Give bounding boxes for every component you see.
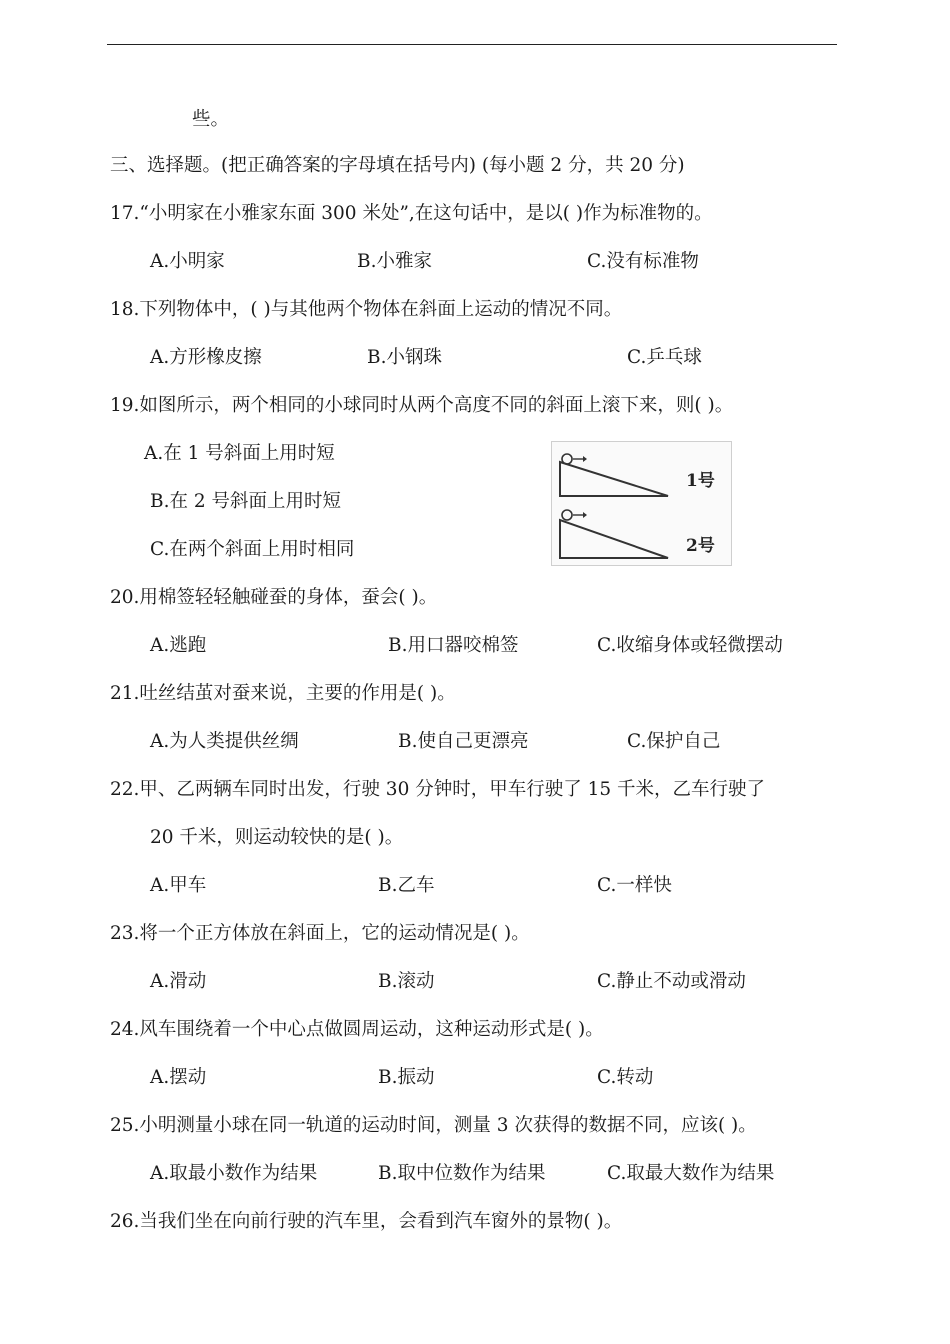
q17-option-b: B.小雅家 [357, 251, 432, 272]
q20-option-a: A.逃跑 [150, 635, 207, 656]
section-header: 三、选择题。(把正确答案的字母填在括号内) (每小题 2 分，共 20 分) [110, 155, 685, 176]
question-25: 25.小明测量小球在同一轨道的运动时间，测量 3 次获得的数据不同，应该( )。 [110, 1115, 757, 1136]
slope-1-label: 1号 [686, 471, 715, 491]
q20-option-b: B.用口器咬棉签 [388, 635, 519, 656]
ball-1 [562, 454, 572, 464]
q21-option-a: A.为人类提供丝绸 [150, 731, 299, 752]
slope-figure [551, 441, 732, 566]
slope-2 [560, 510, 668, 558]
q23-option-a: A.滑动 [150, 971, 207, 992]
question-18: 18.下列物体中，( )与其他两个物体在斜面上运动的情况不同。 [110, 299, 623, 320]
q17-option-a: A.小明家 [150, 251, 225, 272]
q23-option-c: C.静止不动或滑动 [597, 971, 746, 992]
q18-option-a: A.方形橡皮擦 [150, 347, 262, 368]
q25-option-c: C.取最大数作为结果 [607, 1163, 775, 1184]
q21-option-b: B.使自己更漂亮 [398, 731, 529, 752]
ball-2 [562, 510, 572, 520]
q19-option-c: C.在两个斜面上用时相同 [150, 539, 355, 560]
q25-option-b: B.取中位数作为结果 [378, 1163, 546, 1184]
q22-option-a: A.甲车 [150, 875, 207, 896]
question-22: 22.甲、乙两辆车同时出发，行驶 30 分钟时，甲车行驶了 15 千米，乙车行驶了 [110, 779, 766, 800]
question-24: 24.风车围绕着一个中心点做圆周运动，这种运动形式是( )。 [110, 1019, 604, 1040]
q22-option-b: B.乙车 [378, 875, 435, 896]
question-19: 19.如图所示，两个相同的小球同时从两个高度不同的斜面上滚下来，则( )。 [110, 395, 734, 416]
slope-1 [560, 454, 668, 496]
q17-option-c: C.没有标准物 [587, 251, 699, 272]
question-20: 20.用棉签轻轻触碰蚕的身体，蚕会( )。 [110, 587, 438, 608]
q24-option-b: B.振动 [378, 1067, 435, 1088]
question-17: 17.“小明家在小雅家东面 300 米处”,在这句话中，是以( )作为标准物的。 [110, 203, 713, 224]
q20-option-c: C.收缩身体或轻微摆动 [597, 635, 783, 656]
q19-option-b: B.在 2 号斜面上用时短 [150, 491, 342, 512]
q24-option-a: A.摆动 [150, 1067, 207, 1088]
q18-option-c: C.乒乓球 [627, 347, 702, 368]
continuation-text: 些。 [192, 109, 230, 130]
q22-option-c: C.一样快 [597, 875, 672, 896]
q24-option-c: C.转动 [597, 1067, 654, 1088]
question-22-continuation: 20 千米，则运动较快的是( )。 [150, 827, 404, 848]
q18-option-b: B.小钢珠 [367, 347, 442, 368]
q23-option-b: B.滚动 [378, 971, 435, 992]
question-26: 26.当我们坐在向前行驶的汽车里，会看到汽车窗外的景物( )。 [110, 1211, 623, 1232]
header-rule [107, 44, 837, 45]
question-23: 23.将一个正方体放在斜面上，它的运动情况是( )。 [110, 923, 530, 944]
question-21: 21.吐丝结茧对蚕来说，主要的作用是( )。 [110, 683, 456, 704]
q25-option-a: A.取最小数作为结果 [150, 1163, 318, 1184]
q19-option-a: A.在 1 号斜面上用时短 [144, 443, 335, 464]
q21-option-c: C.保护自己 [627, 731, 721, 752]
slope-2-label: 2号 [686, 536, 715, 556]
